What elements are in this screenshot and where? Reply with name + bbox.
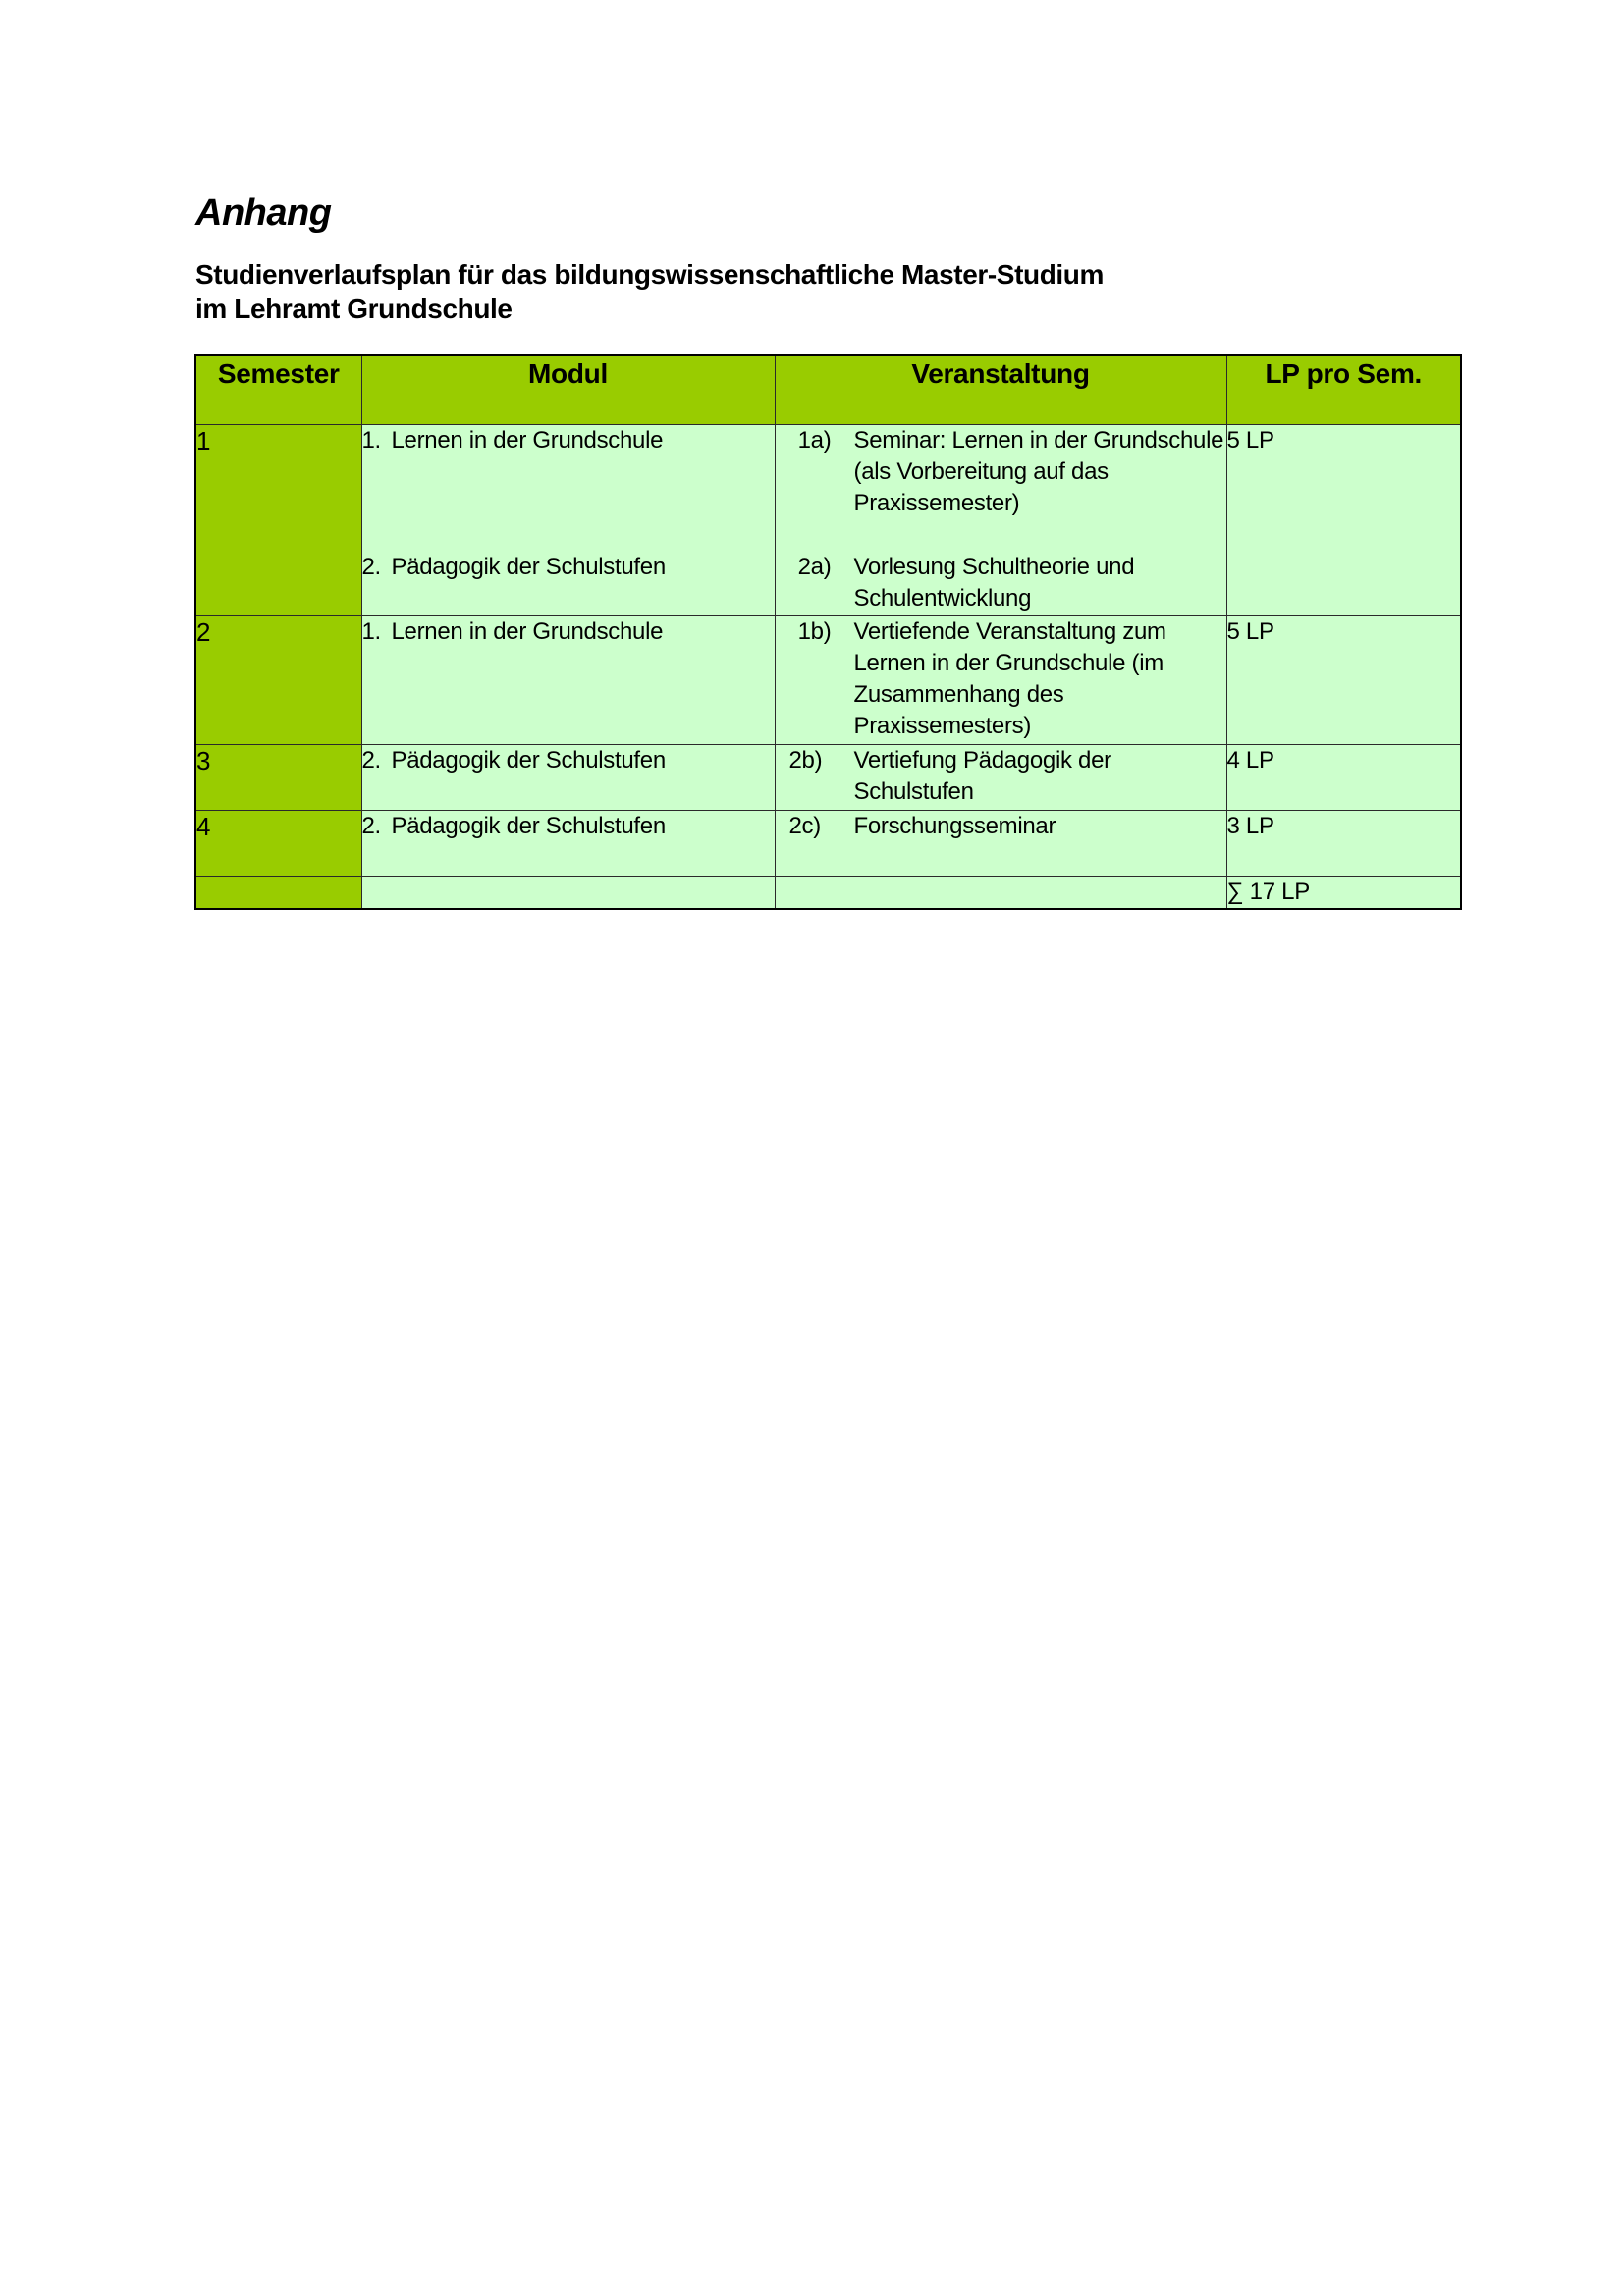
event-entry [776,616,1226,742]
module-entry [362,616,775,648]
module-cell [361,810,775,876]
document-subtitle [195,257,1104,326]
module-title: Pädagogik der Schulstufen [391,553,666,580]
module-cell [361,744,775,810]
module-number: 1. [361,426,381,454]
header-lp: LP pro Sem. [1226,355,1461,424]
semester-cell: 4 [195,810,361,876]
module-cell [361,424,775,615]
event-entry [776,552,1226,614]
header-veranstaltung: Veranstaltung [775,355,1226,424]
module-number: 2. [361,746,381,774]
event-number: 2a) [797,553,832,580]
table-row [195,810,1461,876]
module-cell [361,876,775,909]
event-title: Seminar: Lernen in der Grundschule (als Vorbereitung auf das Praxissemester) [853,426,1224,516]
lp-cell: 5 LP [1226,424,1461,615]
event-title: Vertiefende Veranstaltung zum Lernen in der Grundschule (im Zusammenhang des Praxissemesters) [853,617,1166,739]
event-number: 2c) [788,812,821,839]
module-title: Lernen in der Grundschule [391,426,664,454]
table-row [195,744,1461,810]
page-heading: Anhang [195,192,332,234]
event-cell [775,810,1226,876]
total-lp-cell: ∑ 17 LP [1226,876,1461,909]
module-number: 1. [361,617,381,645]
module-title: Pädagogik der Schulstufen [391,812,666,839]
module-title: Lernen in der Grundschule [391,617,664,645]
study-plan-table [194,354,1462,910]
event-cell [775,876,1226,909]
module-entry [362,425,775,456]
event-number: 1b) [797,617,832,645]
total-row [195,876,1461,909]
event-cell [775,424,1226,615]
event-title: Vertiefung Pädagogik der Schulstufen [853,746,1111,805]
event-title: Vorlesung Schultheorie und Schulentwicklung [853,553,1135,612]
module-number: 2. [361,553,381,580]
event-entry [776,425,1226,519]
event-entry [776,745,1226,808]
event-cell [775,615,1226,744]
module-entry [362,745,775,776]
lp-cell: 5 LP [1226,615,1461,744]
semester-cell [195,876,361,909]
table-row [195,615,1461,744]
table-row [195,424,1461,615]
header-semester: Semester [195,355,361,424]
module-number: 2. [361,812,381,839]
semester-cell: 2 [195,615,361,744]
subtitle-line-2: im Lehramt Grundschule [195,294,513,324]
lp-cell: 4 LP [1226,744,1461,810]
semester-cell: 1 [195,424,361,615]
event-cell [775,744,1226,810]
subtitle-line-1: Studienverlaufsplan für das bildungswissenschaftliche Master-Studium [195,259,1104,290]
module-cell [361,615,775,744]
semester-cell: 3 [195,744,361,810]
event-title: Forschungsseminar [853,812,1056,839]
module-entry [362,811,775,842]
table-header-row [195,355,1461,424]
module-entry [362,552,775,583]
module-title: Pädagogik der Schulstufen [391,746,666,774]
event-entry [776,811,1226,842]
header-modul: Modul [361,355,775,424]
event-number: 1a) [797,426,832,454]
lp-cell: 3 LP [1226,810,1461,876]
event-number: 2b) [788,746,823,774]
